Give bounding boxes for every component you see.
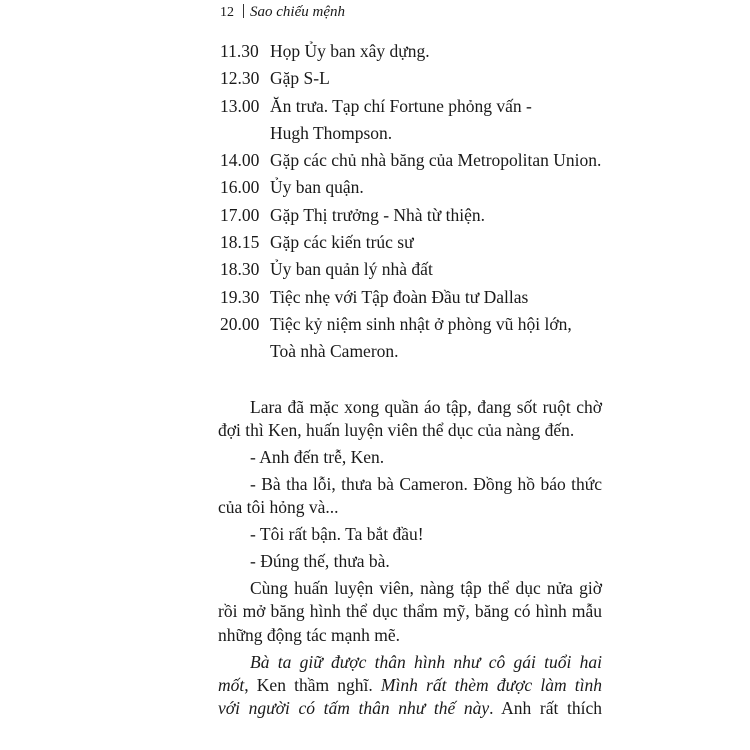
text-segment: của tôi hỏng và... (218, 497, 339, 518)
text-segment: đợi thì Ken, huấn luyện viên thể dục của nàng đến. (218, 420, 575, 441)
header-divider (243, 4, 244, 18)
body-text (218, 396, 602, 724)
schedule-item (220, 284, 601, 311)
text-segment: , Ken thầm nghĩ. (244, 674, 381, 695)
text-line (218, 550, 602, 573)
schedule-time: 19.30 (220, 286, 260, 307)
schedule-text: Gặp các chủ nhà băng của Metropolitan Union. (270, 150, 602, 171)
text-line (218, 577, 602, 600)
text-line (218, 419, 602, 442)
schedule-text: Tiệc kỷ niệm sinh nhật ở phòng vũ hội lớn, (270, 313, 572, 334)
book-title: Sao chiếu mệnh (250, 4, 345, 20)
schedule-text: Gặp Thị trưởng - Nhà từ thiện. (270, 204, 486, 225)
schedule-item (220, 93, 601, 120)
schedule-text: Ủy ban quận. (270, 177, 364, 198)
schedule-item (220, 174, 601, 201)
schedule-text: Gặp các kiến trúc sư (270, 232, 414, 253)
text-segment: rồi mở băng hình thể dục thẩm mỹ, băng có hình mẫu (218, 601, 602, 622)
schedule-text: Gặp S-L (270, 68, 330, 89)
text-segment: Cùng huấn luyện viên, nàng tập thể dục nửa giờ (250, 578, 602, 599)
paragraph (218, 651, 602, 721)
schedule-time (220, 120, 270, 147)
text-line (218, 523, 602, 546)
schedule-time: 18.30 (220, 259, 260, 280)
schedule-text: Ủy ban quản lý nhà đất (270, 259, 433, 280)
schedule-time: 16.00 (220, 177, 260, 198)
paragraph (218, 473, 602, 519)
text-segment: - Đúng thế, thưa bà. (250, 551, 390, 572)
schedule-text: Ăn trưa. Tạp chí Fortune phỏng vấn - (270, 95, 532, 116)
schedule-item (220, 202, 601, 229)
schedule-text: Họp Ủy ban xây dựng. (270, 41, 430, 61)
text-line (218, 651, 602, 674)
paragraph (218, 446, 602, 469)
schedule-item (220, 311, 601, 338)
paragraph (218, 577, 602, 647)
text-line (218, 396, 602, 419)
schedule-text: Toà nhà Cameron. (270, 341, 399, 362)
schedule-time (220, 338, 270, 365)
italic-text: với người có tấm thân như thế này (218, 698, 490, 719)
page-number: 12 (220, 5, 234, 20)
schedule-time: 20.00 (220, 313, 260, 334)
schedule-time: 18.15 (220, 232, 260, 253)
schedule-item (220, 120, 601, 147)
italic-text: Bà ta giữ được thân hình như cô gái tuổi hai (250, 651, 602, 672)
text-segment: Lara đã mặc xong quần áo tập, đang sốt ruột chờ (250, 397, 602, 417)
text-line (218, 624, 602, 647)
paragraph (218, 396, 602, 442)
text-line (218, 473, 602, 496)
schedule-item (220, 65, 601, 92)
schedule-time: 14.00 (220, 150, 260, 171)
schedule-item (220, 147, 601, 174)
text-segment: - Tôi rất bận. Ta bắt đầu! (250, 524, 424, 545)
text-segment: những động tác mạnh mẽ. (218, 624, 401, 645)
schedule-item (220, 229, 601, 256)
schedule-list (220, 38, 601, 366)
paragraph (218, 523, 602, 546)
paragraph (218, 550, 602, 573)
italic-text: mốt (218, 674, 245, 695)
text-line (218, 600, 602, 623)
italic-text: Mình rất thèm được làm tình (380, 674, 602, 695)
text-line (218, 496, 602, 519)
text-line (218, 674, 602, 697)
schedule-time: 13.00 (220, 95, 260, 116)
schedule-text: Hugh Thompson. (270, 122, 393, 143)
running-header (220, 4, 345, 21)
schedule-text: Tiệc nhẹ với Tập đoàn Đầu tư Dallas (270, 286, 529, 307)
schedule-item (220, 256, 601, 283)
schedule-time: 11.30 (220, 41, 259, 61)
schedule-time: 17.00 (220, 204, 260, 225)
text-line (218, 697, 602, 720)
text-segment: - Anh đến trễ, Ken. (250, 447, 385, 468)
schedule-item (220, 38, 601, 65)
text-segment: - Bà tha lỗi, thưa bà Cameron. Đồng hồ báo thức (250, 474, 602, 495)
text-line (218, 446, 602, 469)
text-segment: . Anh rất thích (489, 698, 602, 719)
schedule-item (220, 338, 601, 365)
schedule-time: 12.30 (220, 68, 260, 89)
